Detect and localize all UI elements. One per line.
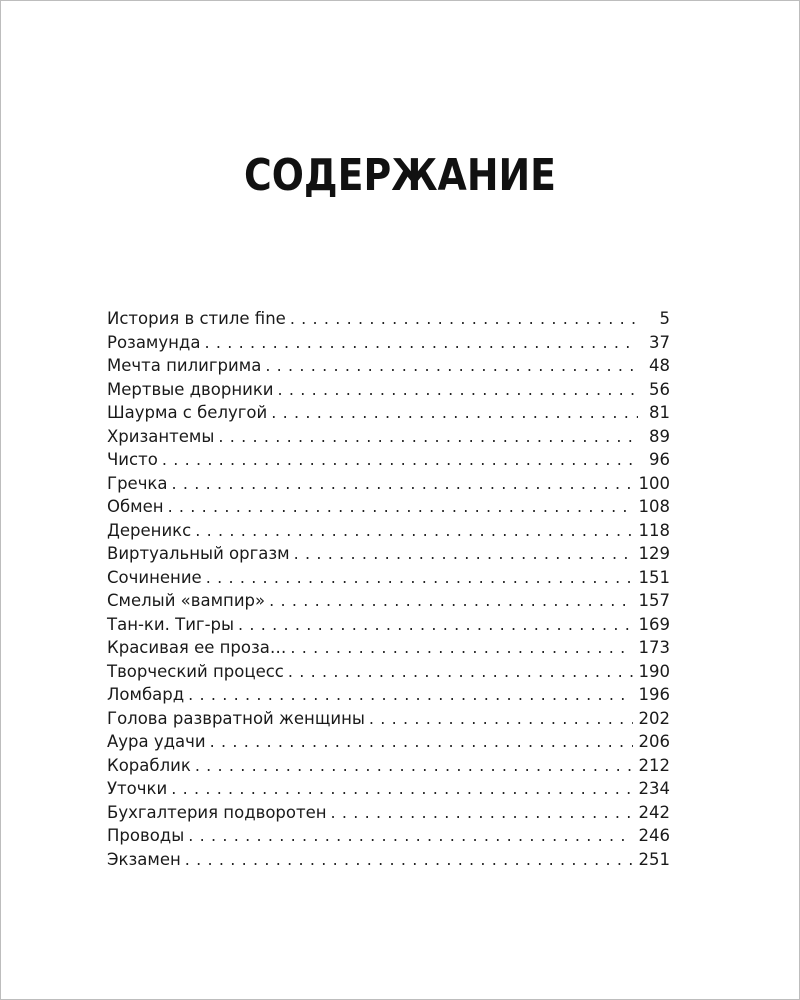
toc-entry xyxy=(107,495,670,519)
toc-entry-leader-dots xyxy=(172,472,633,496)
toc-entry xyxy=(107,519,670,543)
toc-entry-page: 37 xyxy=(649,332,670,352)
toc-entry-page: 81 xyxy=(649,403,670,422)
toc-entry-title: Обмен xyxy=(107,497,164,516)
toc-entry-page: 234 xyxy=(638,779,670,798)
toc-entry-page: 56 xyxy=(649,379,670,399)
toc-entry-leader-dots xyxy=(278,378,638,402)
toc-entry xyxy=(107,636,670,660)
toc-entry-page: 242 xyxy=(638,802,670,822)
toc-entry-leader-dots xyxy=(288,660,633,684)
toc-entry-title: Ломбард xyxy=(107,685,185,704)
toc-entry-leader-dots xyxy=(168,495,633,519)
toc-entry-page: 100 xyxy=(638,473,670,493)
toc-entry-leader-dots xyxy=(218,425,638,449)
toc-entry-title: Розамунда xyxy=(107,332,201,352)
toc-entry-page: 190 xyxy=(638,661,670,681)
toc-entry-title: Мечта пилигрима xyxy=(107,356,262,375)
toc-entry xyxy=(107,613,670,637)
toc-entry xyxy=(107,683,670,707)
toc-entry-title: Хризантемы xyxy=(107,426,215,446)
toc-entry-leader-dots xyxy=(195,519,632,543)
toc-entry-page: 118 xyxy=(638,520,670,540)
toc-entry xyxy=(107,378,670,402)
toc-entry xyxy=(107,707,670,731)
toc-entry-title: Уточки xyxy=(107,779,168,798)
toc-entry-page: 212 xyxy=(638,755,670,775)
toc-entry xyxy=(107,307,670,331)
toc-entry-title: Экзамен xyxy=(107,849,181,869)
toc-entry-title: Аура удачи xyxy=(107,732,206,751)
toc-entry xyxy=(107,754,670,778)
toc-entry-leader-dots xyxy=(162,448,638,472)
toc-entry-title: Красивая ее проза… xyxy=(107,638,287,657)
toc-entry-page: 48 xyxy=(649,356,670,375)
toc-entry-leader-dots xyxy=(195,754,633,778)
toc-entry-page: 96 xyxy=(649,450,670,469)
toc-entry-leader-dots xyxy=(188,683,632,707)
toc-entry-leader-dots xyxy=(188,824,632,848)
toc-entry xyxy=(107,566,670,590)
toc-entry-title: Виртуальный оргазм xyxy=(107,544,290,563)
toc-entry-leader-dots xyxy=(369,707,633,731)
toc-entry-leader-dots xyxy=(331,801,633,825)
toc-entry xyxy=(107,401,670,425)
toc-entry-leader-dots xyxy=(204,331,638,355)
toc-entry xyxy=(107,777,670,801)
toc-entry-page: 251 xyxy=(638,849,670,869)
toc-entry-leader-dots xyxy=(290,307,638,331)
toc-entry-page: 173 xyxy=(638,638,670,657)
toc-entry-title: Творческий процесс xyxy=(107,661,284,681)
toc-entry-title: Кораблик xyxy=(107,755,191,775)
toc-entry-leader-dots xyxy=(294,542,633,566)
toc-entry-leader-dots xyxy=(238,613,632,637)
toc-entry-title: Дереникс xyxy=(107,520,192,540)
page-title: СОДЕРЖАНИЕ xyxy=(243,150,557,201)
toc-entry xyxy=(107,660,670,684)
toc-entry-title: Мертвые дворники xyxy=(107,379,274,399)
toc-entry-title: Сочинение xyxy=(107,567,202,587)
toc-entry-page: 5 xyxy=(659,309,670,328)
toc-entry-page: 246 xyxy=(638,826,670,845)
toc-entry xyxy=(107,801,670,825)
toc-entry-page: 206 xyxy=(638,732,670,751)
toc-entry-title: Смелый «вампир» xyxy=(107,591,266,610)
toc-entry-title: Тан-ки. Тиг-ры xyxy=(107,614,235,634)
toc-entry-leader-dots xyxy=(206,566,633,590)
toc-entry-page: 157 xyxy=(638,591,670,610)
table-of-contents xyxy=(107,307,670,871)
toc-entry xyxy=(107,354,670,378)
toc-entry xyxy=(107,425,670,449)
toc-entry-page: 151 xyxy=(638,567,670,587)
toc-entry-leader-dots xyxy=(271,401,638,425)
toc-entry-page: 129 xyxy=(638,544,670,563)
toc-entry-title: История в стиле fine xyxy=(107,309,286,328)
toc-entry-leader-dots xyxy=(290,636,632,660)
toc-entry-title: Бухгалтерия подворотен xyxy=(107,802,327,822)
toc-entry-title: Голова развратной женщины xyxy=(107,708,365,728)
toc-entry xyxy=(107,472,670,496)
toc-entry xyxy=(107,589,670,613)
toc-entry-title: Проводы xyxy=(107,826,185,845)
toc-entry-leader-dots xyxy=(185,848,633,872)
toc-entry xyxy=(107,542,670,566)
toc-entry-title: Чисто xyxy=(107,450,158,469)
toc-entry-page: 196 xyxy=(638,685,670,704)
toc-entry-leader-dots xyxy=(171,777,632,801)
toc-entry-page: 89 xyxy=(649,426,670,446)
toc-entry-leader-dots xyxy=(210,730,633,754)
toc-entry xyxy=(107,730,670,754)
toc-entry-page: 169 xyxy=(638,614,670,634)
toc-entry-leader-dots xyxy=(265,354,638,378)
toc-entry-title: Гречка xyxy=(107,473,168,493)
toc-entry-title: Шаурма с белугой xyxy=(107,403,268,422)
toc-entry xyxy=(107,824,670,848)
toc-entry xyxy=(107,848,670,872)
toc-entry-page: 202 xyxy=(638,708,670,728)
toc-entry xyxy=(107,331,670,355)
toc-entry-leader-dots xyxy=(269,589,632,613)
toc-entry xyxy=(107,448,670,472)
toc-entry-page: 108 xyxy=(638,497,670,516)
